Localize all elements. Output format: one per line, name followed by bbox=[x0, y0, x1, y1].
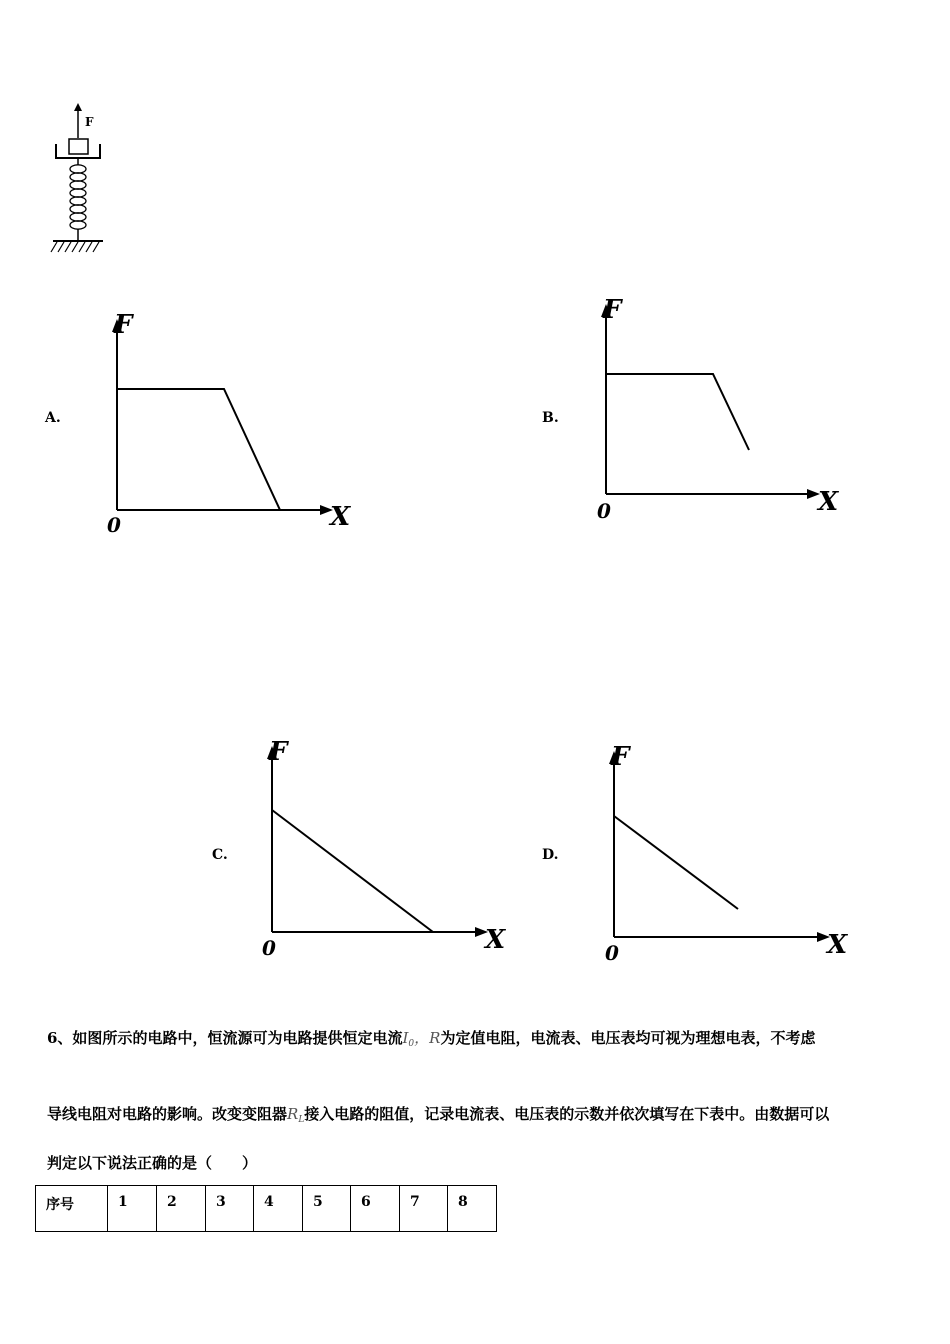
option-d-origin: 0 bbox=[605, 941, 619, 965]
option-d-graph bbox=[598, 735, 858, 970]
r-symbol: R bbox=[429, 1029, 441, 1047]
option-a-y-label: F bbox=[114, 310, 133, 340]
question-6-line-3: 判定以下说法正确的是（ ） bbox=[47, 1154, 258, 1172]
table-cell: 2 bbox=[157, 1186, 206, 1232]
option-a-label[interactable]: A. bbox=[45, 410, 61, 426]
q6-text-2b: 接入电路的阻值，记录电流表、电压表的示数并依次填写在下表中。由数据可以 bbox=[304, 1105, 830, 1123]
option-a-graph bbox=[100, 305, 360, 540]
table-cell: 3 bbox=[206, 1186, 254, 1232]
question-6-line-2 bbox=[47, 1104, 829, 1130]
table-cell: 4 bbox=[254, 1186, 303, 1232]
i0-symbol: $I_0$ bbox=[402, 1029, 415, 1049]
table-cell: 1 bbox=[108, 1186, 157, 1232]
option-b-x-label: X bbox=[818, 487, 839, 517]
option-b-origin: 0 bbox=[597, 499, 611, 523]
option-d-label[interactable]: D. bbox=[542, 847, 559, 863]
option-a-origin: 0 bbox=[107, 513, 121, 537]
rl-symbol: $R_L$ bbox=[287, 1105, 305, 1125]
separator: ， bbox=[414, 1029, 430, 1047]
force-label: F bbox=[85, 115, 94, 129]
table-cell: 7 bbox=[400, 1186, 448, 1232]
option-b-label[interactable]: B. bbox=[542, 410, 559, 426]
option-b-y-label: F bbox=[603, 295, 622, 325]
q6-text-2a: 导线电阻对电路的影响。改变变阻器 bbox=[47, 1105, 288, 1123]
option-c-origin: 0 bbox=[262, 936, 276, 960]
table-cell: 5 bbox=[303, 1186, 351, 1232]
table-row bbox=[36, 1186, 497, 1232]
option-b-graph bbox=[590, 290, 850, 525]
table-cell: 6 bbox=[351, 1186, 400, 1232]
option-c-graph bbox=[255, 730, 515, 965]
q6-text-1a: 6、如图所示的电路中，恒流源可为电路提供恒定电流 bbox=[47, 1029, 403, 1047]
option-d-y-label: F bbox=[611, 742, 630, 772]
table-cell: 序号 bbox=[36, 1186, 108, 1232]
data-table bbox=[35, 1185, 497, 1232]
option-a-x-label: X bbox=[330, 502, 351, 532]
option-c-x-label: X bbox=[485, 925, 506, 955]
option-c-label[interactable]: C. bbox=[212, 847, 228, 863]
spring-figure bbox=[45, 100, 110, 260]
option-c-y-label: F bbox=[269, 737, 288, 767]
table-cell: 8 bbox=[448, 1186, 497, 1232]
question-6-line-1 bbox=[47, 1028, 815, 1054]
q6-text-1b: 为定值电阻，电流表、电压表均可视为理想电表，不考虑 bbox=[440, 1029, 816, 1047]
option-d-x-label: X bbox=[827, 930, 848, 960]
